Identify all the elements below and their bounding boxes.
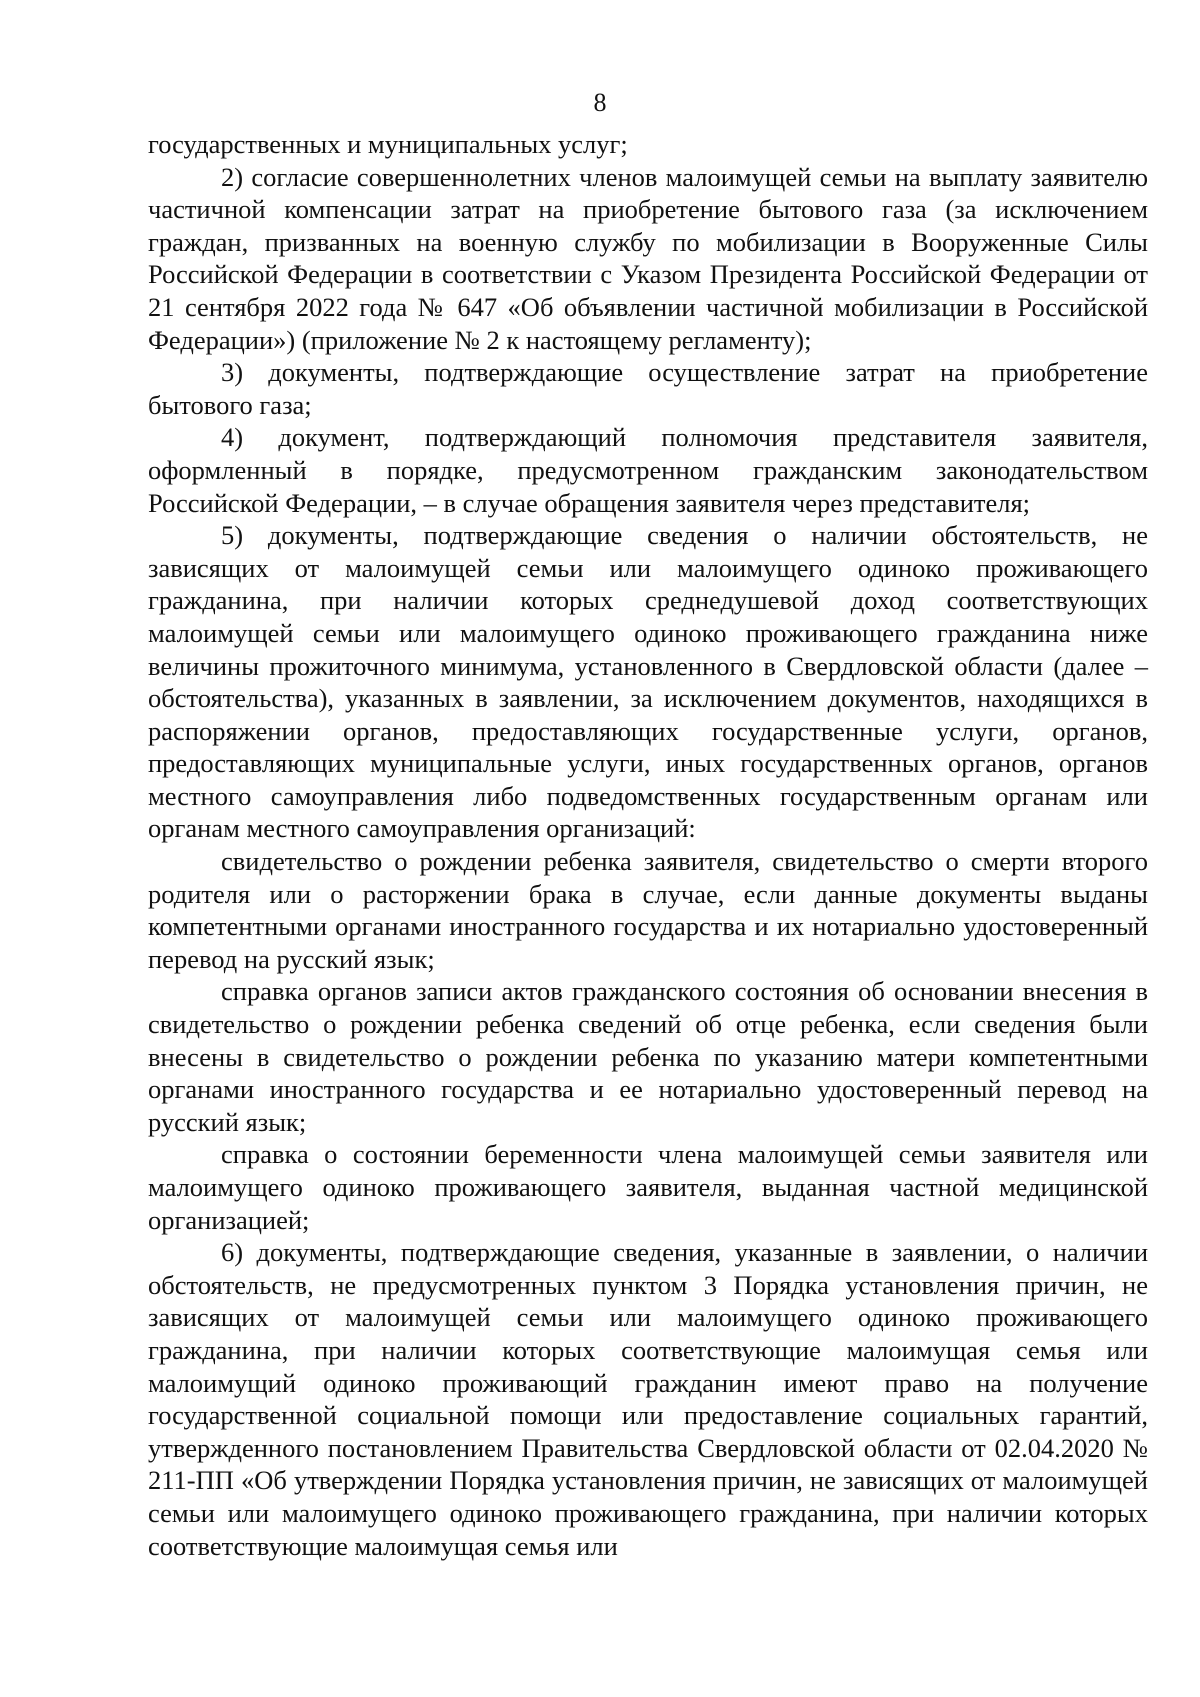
page-number: 8 xyxy=(593,88,607,117)
paragraph-item-4-representative: 4) документ, подтверждающий полномочия представителя заявителя, оформленный в порядке, предусмотренном гражданским законодательством Российской Федерации, – в случае обращения заявителя через представителя; xyxy=(148,422,1148,518)
paragraph-registry-certificate: справка органов записи актов гражданского состояния об основании внесения в свидетельство о рождении ребенка сведений об отце ребенка, если сведения были внесены в свидетельство о рождении ребенка по указанию матери компетентными органами иностранного государства и ее нотариально удостоверенный перевод на русский язык; xyxy=(148,976,1148,1137)
paragraph-pregnancy-certificate: справка о состоянии беременности члена малоимущей семьи заявителя или малоимущего одиноко проживающего заявителя, выданная частной медицинской организацией; xyxy=(148,1139,1148,1235)
paragraph-birth-certificate: свидетельство о рождении ребенка заявителя, свидетельство о смерти второго родителя или о расторжении брака в случае, если данные документы выданы компетентными органами иностранного государства и их нотариально удостоверенный перевод на русский язык; xyxy=(148,846,1148,974)
paragraph-item-3-expense-documents: 3) документы, подтверждающие осуществление затрат на приобретение бытового газа; xyxy=(148,357,1148,420)
paragraph-item-5-circumstances: 5) документы, подтверждающие сведения о наличии обстоятельств, не зависящих от малоимущей семьи или малоимущего одиноко проживающего гражданина, при наличии которых среднедушевой доход соответствующих малоимущей семьи или малоимущего одиноко проживающего гражданина ниже величины прожиточного минимума, установленного в Свердловской области (далее – обстоятельства), указанных в заявлении, за исключением документов, находящихся в распоряжении органов, предоставляющих государственные услуги, органов, предоставляющих муниципальные услуги, иных государственных органов, органов местного самоуправления либо подведомственных государственным органам или органам местного самоуправления организаций: xyxy=(148,520,1148,844)
paragraph-item-6-other-circumstances: 6) документы, подтверждающие сведения, указанные в заявлении, о наличии обстоятельств, не предусмотренных пунктом 3 Порядка установления причин, не зависящих от малоимущей семьи или малоимущего одиноко проживающего гражданина, при наличии которых соответствующие малоимущая семья или малоимущий одиноко проживающий гражданин имеют право на получение государственной социальной помощи или предоставление социальных гарантий, утвержденного постановлением Правительства Свердловской области от 02.04.2020 № 211-ПП «Об утверждении Порядка установления причин, не зависящих от малоимущей семьи или малоимущего одиноко проживающего гражданина, при наличии которых соответствующие малоимущая семья или xyxy=(148,1237,1148,1561)
paragraph-continuation: государственных и муниципальных услуг; xyxy=(148,129,628,159)
paragraph-item-2-consent: 2) согласие совершеннолетних членов малоимущей семьи на выплату заявителю частичной компенсации затрат на приобретение бытового газа (за исключением граждан, призванных на военную службу по мобилизации в Вооруженные Силы Российской Федерации в соответствии с Указом Президента Российской Федерации от 21 сентября 2022 года № 647 «Об объявлении частичной мобилизации в Российской Федерации») (приложение № 2 к настоящему регламенту); xyxy=(148,161,1148,355)
document-body xyxy=(148,128,1148,1562)
